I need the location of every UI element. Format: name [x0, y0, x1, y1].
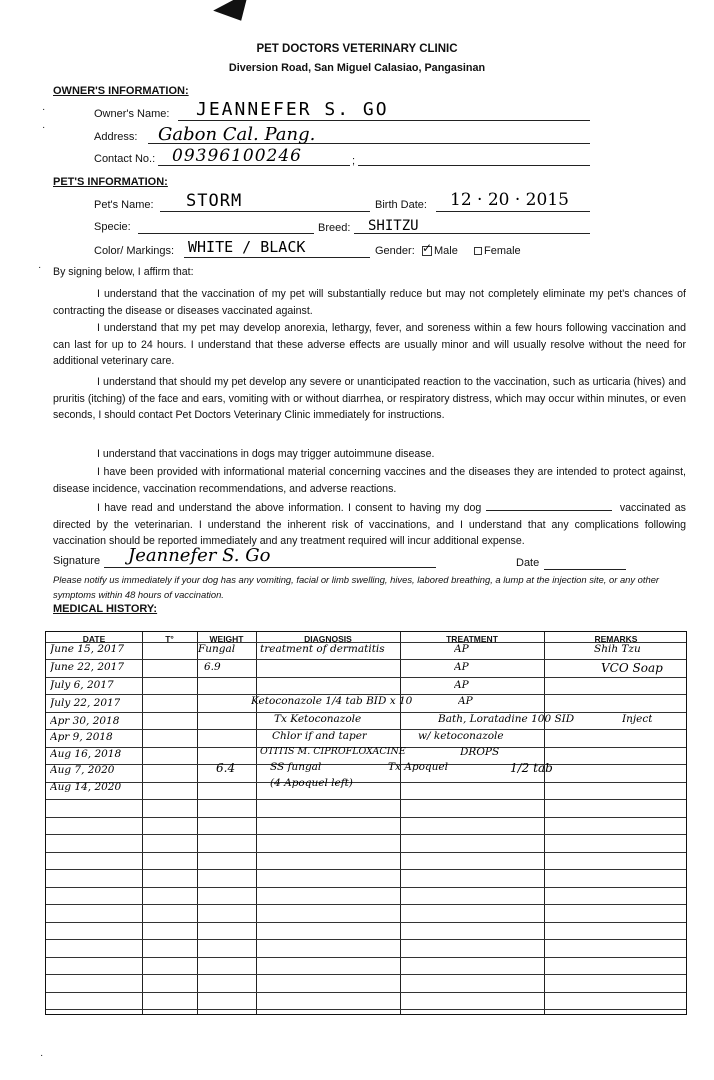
owner-address-value[interactable]: Gabon Cal. Pang. — [158, 124, 316, 145]
consent-p6-start: I have read and understand the above information. I consent to having my dog — [97, 502, 482, 514]
row-4-remarks[interactable]: Inject — [622, 713, 653, 725]
specie-line — [138, 233, 314, 234]
row-0-remarks[interactable]: Shih Tzu — [594, 643, 641, 655]
medical-history-table — [45, 631, 687, 1015]
row-4-treatment[interactable]: Bath, Loratadine 100 SID — [438, 713, 575, 725]
row-5-diagnosis[interactable]: Chlor if and taper — [272, 730, 367, 742]
row-7-diagnosis[interactable]: SS fungal — [270, 761, 322, 773]
owner-name-value[interactable]: JEANNEFER S. GO — [196, 99, 389, 120]
row-0-date[interactable]: June 15, 2017 — [50, 643, 125, 655]
header-remarks: REMARKS — [594, 634, 638, 644]
color-label: Color/ Markings: — [94, 245, 175, 257]
row-2-date[interactable]: July 6, 2017 — [50, 679, 114, 691]
owner-name-line — [178, 120, 590, 121]
row-6-treatment[interactable]: DROPS — [460, 746, 500, 758]
header-date: DATE — [82, 634, 106, 644]
table-row-line — [46, 904, 686, 905]
row-8-date[interactable]: Aug 14, 2020 — [50, 781, 122, 793]
row-3-date[interactable]: July 22, 2017 — [50, 697, 121, 709]
row-1-remarks[interactable]: VCO Soap — [601, 661, 663, 675]
row-7-date[interactable]: Aug 7, 2020 — [50, 764, 115, 776]
row-7-remarks[interactable]: 1/2 tab — [510, 761, 553, 775]
signature-value[interactable]: Jeannefer S. Go — [128, 545, 271, 566]
table-row-line — [46, 712, 686, 713]
specie-label: Specie: — [94, 221, 131, 233]
birth-date-line — [436, 211, 590, 212]
row-1-date[interactable]: June 22, 2017 — [50, 661, 125, 673]
owner-address-label: Address: — [94, 131, 138, 143]
consent-paragraph-1: I understand that the vaccination of my pet will substantially reduce but may not completely eliminate my pet's chances of contracting the disease or diseases vaccinated against. — [53, 288, 686, 317]
row-2-treatment[interactable]: AP — [454, 679, 469, 691]
signature-line — [104, 567, 436, 568]
table-row-line — [46, 1009, 686, 1010]
row-5-date[interactable]: Apr 9, 2018 — [50, 731, 113, 743]
table-row-line — [46, 852, 686, 853]
row-4-date[interactable]: Apr 30, 2018 — [50, 715, 120, 727]
row-0-treatment[interactable]: AP — [454, 643, 469, 655]
clinic-address: Diversion Road, San Miguel Calasiao, Pangasinan — [228, 62, 486, 74]
table-row-line — [46, 834, 686, 835]
consent-intro: By signing below, I affirm that: — [53, 266, 194, 278]
notification-note: Please notify us immediately if your dog has any vomiting, facial or limb swelling, hives, labored breathing, a lump at the injection site, or any other symptoms within 48 hours of vaccination. — [53, 574, 660, 600]
owner-section-title: OWNER'S INFORMATION: — [53, 85, 189, 97]
row-8-diagnosis[interactable]: (4 Apoquel left) — [270, 777, 353, 789]
row-3-treatment[interactable]: AP — [458, 695, 473, 707]
consent-p6-vaccinated: vaccinated — [619, 502, 671, 514]
owner-contact-label: Contact No.: — [94, 153, 156, 165]
row-3-diagnosis[interactable]: Ketoconazole 1/4 tab BID x 10 — [251, 695, 413, 707]
signature-label: Signature — [53, 555, 101, 567]
table-row-line — [46, 939, 686, 940]
header-weight: WEIGHT — [209, 634, 244, 644]
row-7-treatment[interactable]: Tx Apoquel — [388, 761, 448, 773]
female-label: Female — [484, 245, 521, 257]
clinic-name: PET DOCTORS VETERINARY CLINIC — [256, 43, 458, 55]
table-row-line — [46, 922, 686, 923]
row-5-treatment[interactable]: w/ ketoconazole — [418, 730, 504, 742]
pet-name-value[interactable]: STORM — [186, 191, 243, 211]
owner-contact-line-2 — [358, 165, 590, 166]
medical-history-title: MEDICAL HISTORY: — [53, 603, 158, 615]
dog-name-blank[interactable] — [486, 500, 612, 511]
pet-name-line — [160, 211, 370, 212]
row-6-diagnosis[interactable]: OTITIS M. CIPROFLOXACINE — [260, 746, 406, 757]
table-row-line — [46, 764, 686, 765]
row-7-weight[interactable]: 6.4 — [216, 761, 236, 775]
breed-label: Breed: — [318, 222, 351, 234]
color-value[interactable]: WHITE / BLACK — [188, 238, 306, 256]
gender-label: Gender: — [375, 245, 415, 257]
female-checkbox[interactable] — [474, 247, 482, 255]
consent-paragraph-4: I understand that vaccinations in dogs may trigger autoimmune disease. — [97, 448, 435, 460]
table-row-line — [46, 677, 686, 678]
header-temp: T° — [165, 634, 174, 644]
row-4-diagnosis[interactable]: Tx Ketoconazole — [274, 713, 362, 725]
male-label: Male — [434, 245, 458, 257]
date-label: Date — [516, 557, 540, 569]
consent-paragraph-6 — [53, 500, 686, 550]
table-row-line — [46, 799, 686, 800]
table-row-line — [46, 817, 686, 818]
table-row-line — [46, 659, 686, 660]
owner-contact-value[interactable]: 09396100246 — [172, 146, 302, 166]
consent-paragraph-3: I understand that should my pet develop any severe or unanticipated reaction to the vaccination, such as urticaria (hives) and pruritis (itching) of the face and ears, vomiting with or without diarrhea, or respiratory distress, which may occur within minutes, or even seconds, I should contact Pet Doctors Veterinary Clinic immediately for instructions. — [53, 376, 686, 421]
pet-section-title: PET'S INFORMATION: — [53, 176, 168, 188]
margin-speck: · — [42, 122, 46, 133]
breed-value[interactable]: SHITZU — [368, 218, 419, 234]
row-0-weight[interactable]: Fungal — [198, 643, 236, 655]
table-row-line — [46, 974, 686, 975]
row-1-treatment[interactable]: AP — [454, 661, 469, 673]
owner-name-label: Owner's Name: — [94, 108, 170, 120]
row-0-diagnosis[interactable]: treatment of dermatitis — [260, 643, 385, 655]
margin-speck: · — [38, 262, 42, 273]
birth-date-value[interactable]: 12 · 20 · 2015 — [450, 190, 569, 210]
male-checkbox[interactable]: ✓ — [422, 241, 433, 256]
table-row-line — [46, 887, 686, 888]
margin-speck: · — [40, 1050, 44, 1061]
contact-separator: ; — [352, 155, 356, 167]
table-row-line — [46, 957, 686, 958]
table-row-line — [46, 992, 686, 993]
header-diagnosis: DIAGNOSIS — [304, 634, 352, 644]
row-1-weight[interactable]: 6.9 — [204, 661, 221, 673]
consent-p6-rest: as directed by the veterinarian. I understand the inherent risk of vaccinations, and I understand that any complications following vaccination should be reported immediately and any treatment required will incur additional expense. — [53, 502, 686, 547]
gender-male-option[interactable] — [422, 241, 458, 257]
pet-name-label: Pet's Name: — [94, 199, 154, 211]
date-line — [544, 569, 626, 570]
consent-paragraph-5: I have been provided with informational material concerning vaccines and the diseases they are intended to protect against, disease incidence, vaccination recommendations, and adverse reactions. — [53, 466, 686, 495]
color-line — [184, 257, 370, 258]
row-6-date[interactable]: Aug 16, 2018 — [50, 748, 122, 760]
corner-scan-mark — [213, 0, 259, 30]
consent-paragraph-2: I understand that my pet may develop anorexia, lethargy, fever, and soreness within a few hours following vaccination and can last for up to 24 hours. I understand that these adverse effects are usually minor and will usually resolve without the need for additional veterinary care. — [53, 322, 686, 367]
margin-speck: · — [42, 104, 46, 115]
table-row-line — [46, 869, 686, 870]
header-treatment: TREATMENT — [446, 634, 498, 644]
birth-date-label: Birth Date: — [375, 199, 427, 211]
gender-female-option[interactable] — [474, 245, 521, 257]
